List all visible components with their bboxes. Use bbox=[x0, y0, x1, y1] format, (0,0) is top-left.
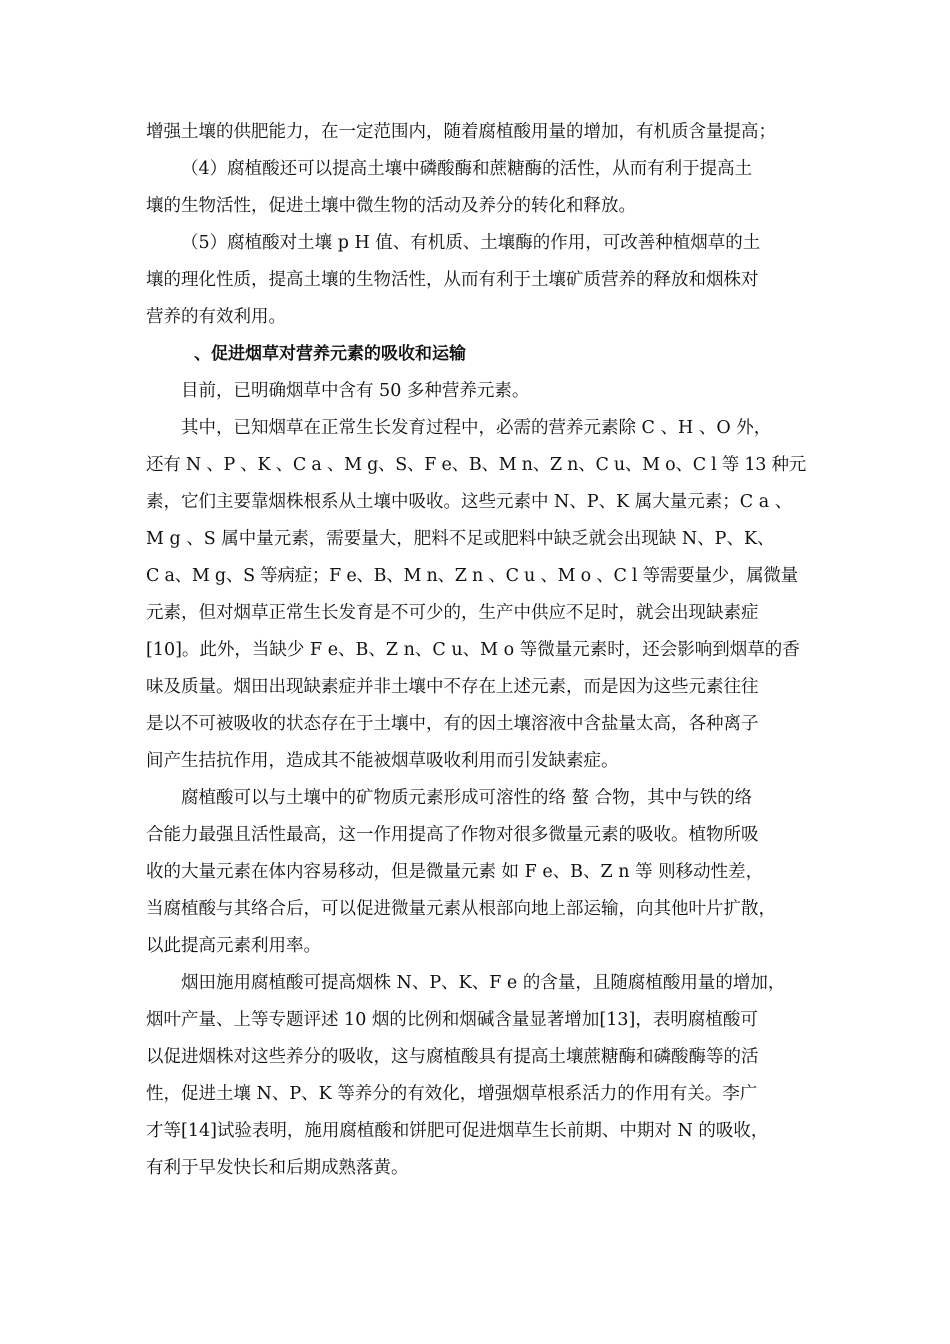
text-line: 烟田施用腐植酸可提高烟株 N、P、K、F e 的含量，且随腐植酸用量的增加， bbox=[181, 973, 786, 993]
text-line: 腐植酸可以与土壤中的矿物质元素形成可溶性的络 螯 合物，其中与铁的络 bbox=[181, 788, 753, 808]
text-line: 元素，但对烟草正常生长发育是不可少的，生产中供应不足时，就会出现缺素症 bbox=[146, 603, 759, 623]
section-heading: 、促进烟草对营养元素的吸收和运输 bbox=[194, 344, 466, 364]
text-line: 才等[14]试验表明，施用腐植酸和饼肥可促进烟草生长前期、中期对 N 的吸收， bbox=[146, 1121, 769, 1141]
text-line: 其中，已知烟草在正常生长发育过程中，必需的营养元素除 C 、H 、O 外， bbox=[181, 418, 772, 438]
text-line: 性，促进土壤 N、P、K 等养分的有效化，增强烟草根系活力的作用有关。李广 bbox=[146, 1084, 758, 1104]
text-line: 壤的理化性质，提高土壤的生物活性，从而有利于土壤矿质营养的释放和烟株对 bbox=[146, 270, 759, 290]
text-line: 有利于早发快长和后期成熟落黄。 bbox=[146, 1158, 409, 1178]
text-line: 是以不可被吸收的状态存在于土壤中，有的因土壤溶液中含盐量太高，各种离子 bbox=[146, 714, 759, 734]
text-line: 素，它们主要靠烟株根系从土壤中吸收。这些元素中 N、P、K 属大量元素；C a 、 bbox=[146, 492, 793, 512]
text-line: [10]。此外，当缺少 F e、B、Z n、C u、M o 等微量元素时，还会影响到烟草的香 bbox=[146, 640, 800, 660]
text-line: C a、M g、S 等病症；F e、B、M n、Z n 、C u 、M o 、C l 等需要量少，属微量 bbox=[146, 566, 798, 586]
text-line: 目前，已明确烟草中含有 50 多种营养元素。 bbox=[181, 381, 530, 401]
text-line: 壤的生物活性，促进土壤中微生物的活动及养分的转化和释放。 bbox=[146, 196, 636, 216]
text-line: M g 、S 属中量元素，需要量大，肥料不足或肥料中缺乏就会出现缺 N、P、K、 bbox=[146, 529, 775, 549]
text-line: 烟叶产量、上等专题评述 10 烟的比例和烟碱含量显著增加[13]，表明腐植酸可 bbox=[146, 1010, 758, 1030]
text-line: （5）腐植酸对土壤 p H 值、有机质、土壤酶的作用，可改善种植烟草的土 bbox=[181, 233, 761, 253]
text-line: 增强土壤的供肥能力，在一定范围内，随着腐植酸用量的增加，有机质含量提高； bbox=[146, 122, 776, 142]
text-line: 还有 N 、P 、K 、C a 、M g、S、F e、B、M n、Z n、C u、M o、C l 等 13 种元 bbox=[146, 455, 806, 475]
text-line: 合能力最强且活性最高，这一作用提高了作物对很多微量元素的吸收。植物所吸 bbox=[146, 825, 759, 845]
text-line: 味及质量。烟田出现缺素症并非土壤中不存在上述元素，而是因为这些元素往往 bbox=[146, 677, 759, 697]
text-line: （4）腐植酸还可以提高土壤中磷酸酶和蔗糖酶的活性，从而有利于提高土 bbox=[181, 159, 753, 179]
text-line: 收的大量元素在体内容易移动，但是微量元素 如 F e、B、Z n 等 则移动性差， bbox=[146, 862, 764, 882]
text-line: 营养的有效利用。 bbox=[146, 307, 286, 327]
text-line: 当腐植酸与其络合后，可以促进微量元素从根部向地上部运输，向其他叶片扩散， bbox=[146, 899, 776, 919]
text-line: 间产生拮抗作用，造成其不能被烟草吸收利用而引发缺素症。 bbox=[146, 751, 619, 771]
text-line: 以促进烟株对这些养分的吸收，这与腐植酸具有提高土壤蔗糖酶和磷酸酶等的活 bbox=[146, 1047, 759, 1067]
text-line: 以此提高元素利用率。 bbox=[146, 936, 321, 956]
document-body bbox=[146, 114, 810, 1187]
